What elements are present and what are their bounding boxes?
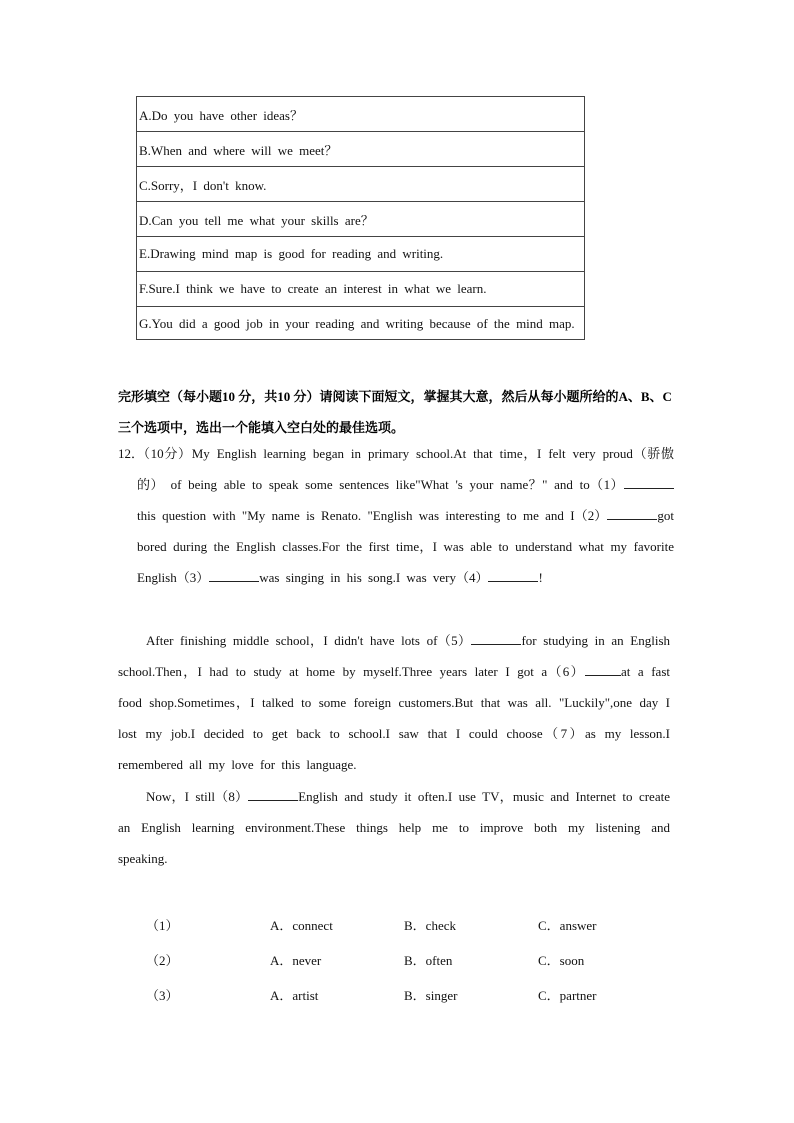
choice-b: B．often: [404, 953, 453, 968]
choice-b: B．singer: [404, 988, 458, 1003]
passage-text: got bored during the English classes.For the first time，I was able to understand what my favorite English（3）: [137, 508, 674, 585]
option-row: [137, 167, 585, 202]
question-points: （10分）: [137, 446, 192, 461]
option-row: [137, 272, 585, 307]
answer-number: （2）: [146, 953, 179, 968]
option-a: A.Do you have other ideas？: [137, 97, 585, 132]
option-d: D.Can you tell me what your skills are？: [137, 202, 585, 237]
choice-a: A．never: [270, 953, 322, 968]
passage-text: was singing in his song.I was very（4）: [259, 570, 489, 585]
answer-number: （3）: [146, 988, 179, 1003]
option-row: [137, 307, 585, 340]
passage-text: After finishing middle school，I didn't have lots of（5）: [146, 633, 472, 648]
blank-4: [488, 569, 538, 582]
passage-text: for studying in an English school.Then，I had to study at home by myself.Three years later I got a（6）: [118, 633, 671, 679]
option-row: [137, 132, 585, 167]
answer-row: [0, 985, 794, 1005]
choice-c: C．answer: [538, 918, 597, 933]
option-row: [137, 237, 585, 272]
option-f: F.Sure.I think we have to create an interest in what we learn.: [137, 272, 585, 307]
passage-text: Now，I still（8）: [146, 789, 249, 804]
options-table: [136, 96, 585, 340]
answer-row: [0, 950, 794, 970]
option-e: E.Drawing mind map is good for reading and writing.: [137, 237, 585, 272]
answer-number: （1）: [146, 918, 179, 933]
blank-1: [624, 476, 674, 489]
question-paragraph-1: [137, 438, 674, 593]
blank-6: [585, 663, 621, 676]
passage-text: this question with "My name is Renato. "English was interesting to me and I（2）: [137, 508, 608, 523]
choice-c: C．partner: [538, 988, 597, 1003]
blank-5: [471, 632, 521, 645]
choice-a: A．connect: [270, 918, 333, 933]
answer-row: [0, 915, 794, 935]
blank-3: [209, 569, 259, 582]
option-c: C.Sorry，I don't know.: [137, 167, 585, 202]
blank-8: [248, 788, 298, 801]
choice-c: C．soon: [538, 953, 585, 968]
question-number-label: 12．: [118, 446, 145, 461]
blank-2: [607, 507, 657, 520]
passage-text: at a fast food shop.Sometimes，I talked to some foreign customers.But that was all. "Luckily",one day I lost my job.I decided to get back to school.I saw that I could choose（7）as my lesson.I remembered all my love for this language.: [118, 664, 670, 772]
section-title: 完形填空（每小题10 分，共10 分）请阅读下面短文，掌握其大意，然后从每小题所给的A、B、C 三个选项中，选出一个能填入空白处的最佳选项。: [118, 389, 672, 435]
passage-text: !: [538, 570, 543, 585]
question-paragraph-3: [118, 781, 670, 874]
option-b: B.When and where will we meet？: [137, 132, 585, 167]
passage-text: English and study it often.I use TV，music and Internet to create an English learning environment.These things help me to improve both my listening and speaking.: [118, 789, 670, 866]
choice-a: A．artist: [270, 988, 319, 1003]
question-paragraph-2: [118, 625, 670, 780]
choice-b: B．check: [404, 918, 456, 933]
passage-text: My English learning began in primary school.At that time，I felt very proud（骄傲的） of being able to speak some sentences like"What 's your name？" and to（1）: [137, 446, 674, 492]
option-row: [137, 97, 585, 132]
option-row: [137, 202, 585, 237]
option-g: G.You did a good job in your reading and writing because of the mind map.: [137, 307, 585, 340]
